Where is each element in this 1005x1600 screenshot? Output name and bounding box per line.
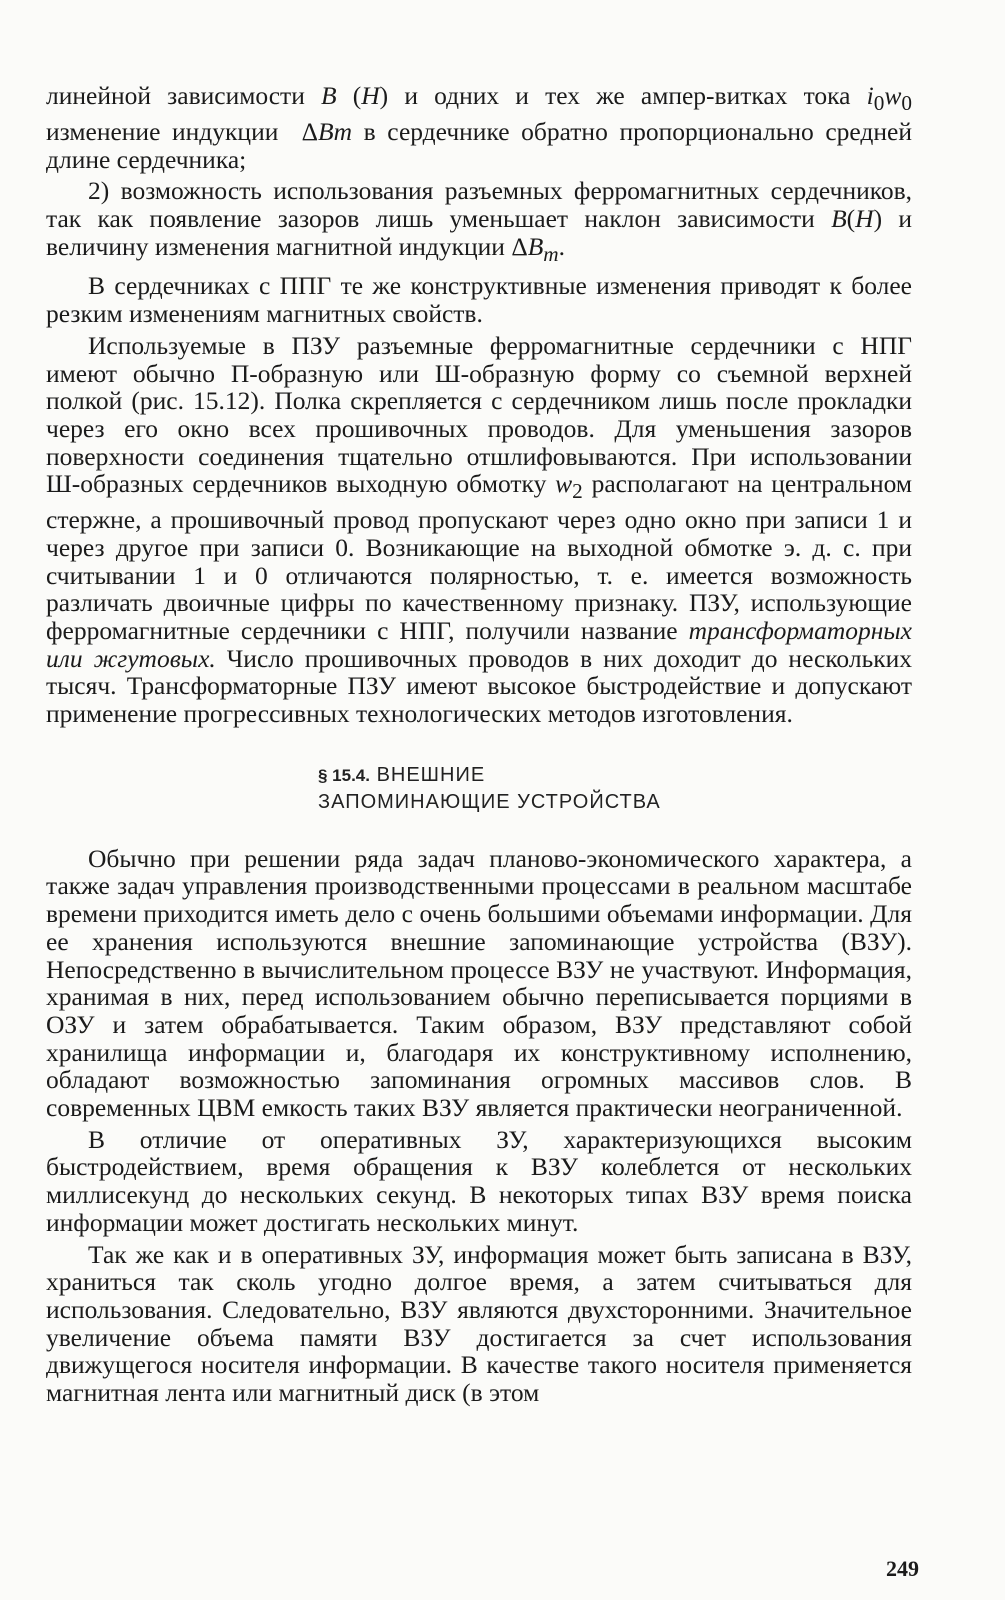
section-heading-line1	[318, 762, 912, 789]
paragraph: линейной зависимости B (H) и одних и тех же ампер-витках тока $i_0w_0$ изменение индукции ΔBm в сердечнике обратно пропорционально средней длине сердечника;	[46, 81, 912, 174]
paragraph: Обычно при решении ряда задач планово-экономического характера, а также задач управления производственными процессами в реальном масштабе времени приходится иметь дело с очень большими объемами информации. Для ее хранения используются внешние запоминающие устройства (ВЗУ). Непосредственно в вычислительном процессе ВЗУ не участвуют. Информация, хранимая в них, перед использованием обычно переписывается порциями в ОЗУ и затем обрабатывается. Таким образом, ВЗУ представляют собой хранилища информации и, благодаря их конструктивному исполнению, обладают возможностью запоминания огромных массивов слов. В современных ЦВМ емкость таких ВЗУ является практически неограниченной.	[46, 843, 912, 1123]
section-heading	[46, 762, 912, 815]
paragraph: Используемые в ПЗУ разъемные ферромагнитные сердечники с НПГ имеют обычно П-образную или Ш-образную форму со съемной верхней полкой (рис. 15.12). Полка скрепляется с сердечником лишь после прокладки через его окно всех прошивочных проводов. Для уменьшения зазоров поверхности соединения тщательно отшлифовываются. При использовании Ш-образных сердечников выходную обмотку $w_2$ располагают на центральном стержне, а прошивочный провод пропускают через одно окно при записи 1 и через другое при записи 0. Возникающие на выходной обмотке э. д. с. при считывании 1 и 0 отличаются полярностью, т. е. имеется возможность различать двоичные цифры по качественному признаку. ПЗУ, использующие ферромагнитные сердечники с НПГ, получили название трансформаторных или жгутовых. Число прошивочных проводов в них доходит до нескольких тысяч. Трансформаторные ПЗУ имеют высокое быстродействие и допускают применение прогрессивных технологических методов изготовления.	[46, 330, 913, 729]
paragraph: В сердечниках с ППГ те же конструктивные изменения приводят к более резким изменениям магнитных свойств.	[46, 271, 912, 329]
paragraph: В отличие от оперативных ЗУ, характеризующихся высоким быстродействием, время обращения к ВЗУ колеблется от нескольких миллисекунд до нескольких секунд. В некоторых типах ВЗУ время поиска информации может достигать нескольких минут.	[46, 1124, 912, 1237]
section-title-line2: ЗАПОМИНАЮЩИЕ УСТРОЙСТВА	[318, 790, 661, 813]
body-text	[46, 82, 912, 1411]
section-title-line1: ВНЕШНИЕ	[376, 763, 486, 786]
paragraph: Так же как и в оперативных ЗУ, информация может быть записана в ВЗУ, храниться так сколь угодно долгое время, а затем считываться для использования. Следовательно, ВЗУ являются двухсторонними. Значительное увеличение объема памяти ВЗУ достигается за счет использования движущегося носителя информации. В качестве такого носителя применяется магнитная лента или магнитный диск (в этом	[46, 1239, 912, 1408]
paragraphs-top	[46, 82, 912, 728]
paragraph: 2) возможность использования разъемных ферромагнитных сердечников, так как появление зазоров лишь уменьшает наклон зависимости B(H) и величину изменения магнитной индукции $\Delta B_m$.	[46, 176, 912, 266]
paragraphs-bottom	[46, 845, 912, 1407]
section-number: § 15.4.	[318, 765, 370, 785]
page-number: 249	[886, 1556, 919, 1581]
